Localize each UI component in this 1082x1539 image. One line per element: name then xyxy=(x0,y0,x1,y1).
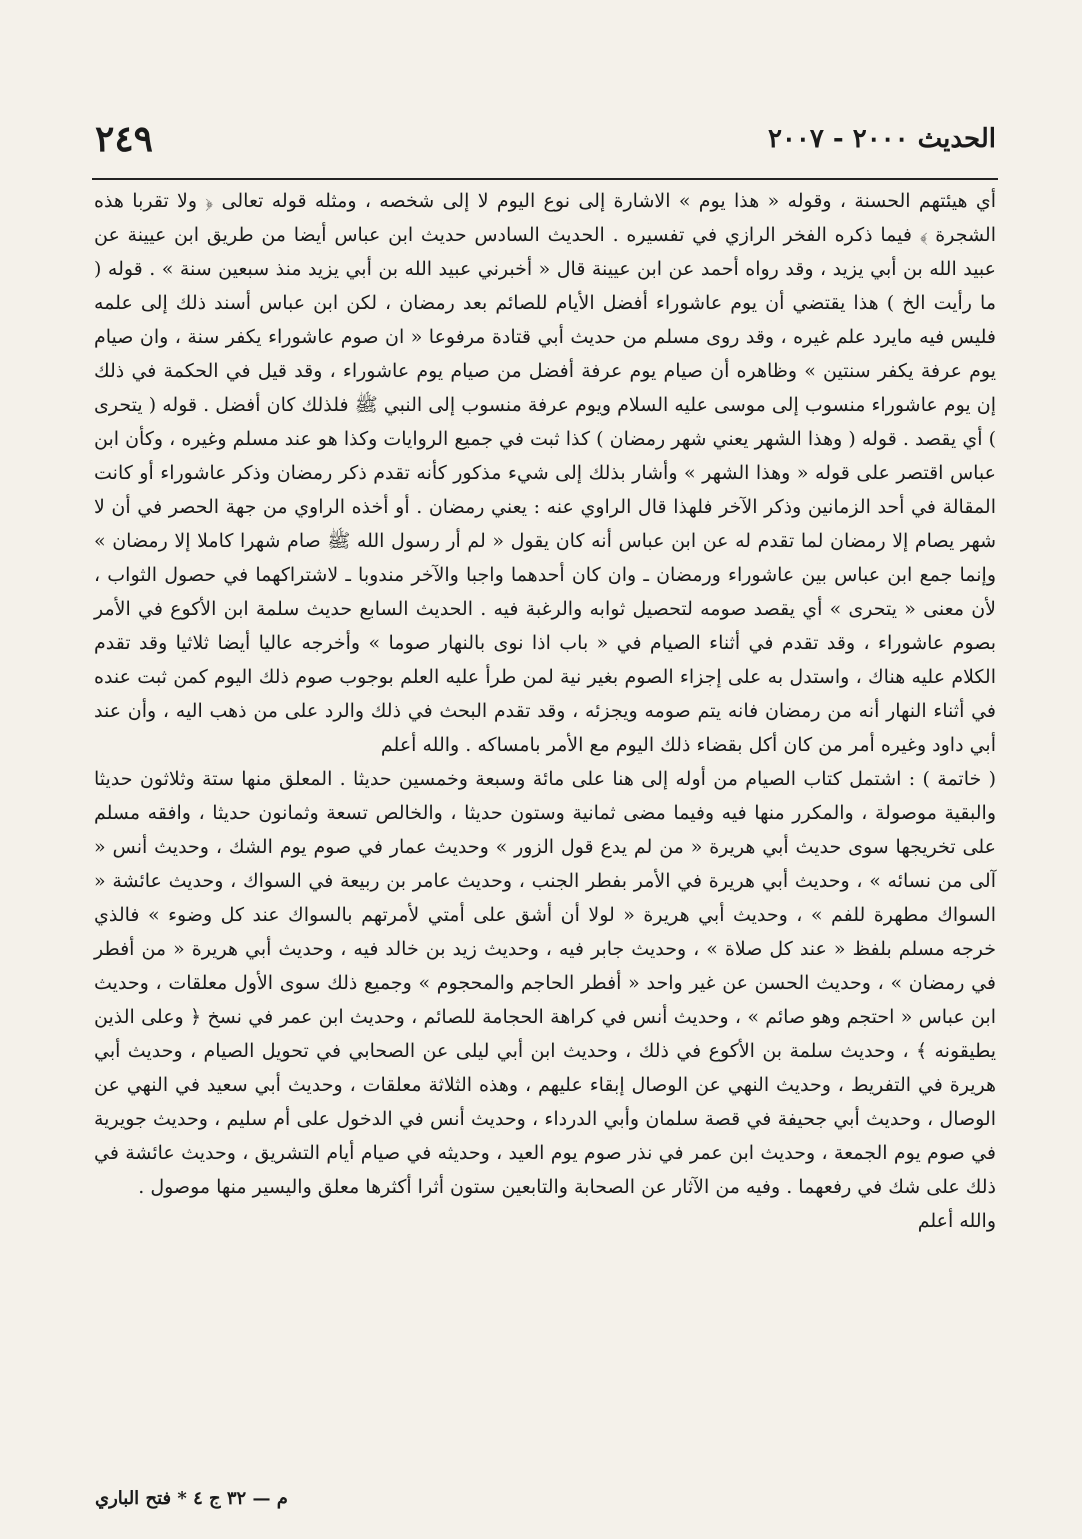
page-footer xyxy=(95,1488,996,1522)
closing-line: والله أعلم xyxy=(917,1210,996,1232)
signature-mark: م — ٣٢ ج ٤ * فتح الباري xyxy=(95,1488,288,1509)
header-rule xyxy=(92,178,998,180)
page-header xyxy=(95,118,996,176)
conclusion-paragraph: ( خاتمة ) : اشتمل كتاب الصيام من أوله إلى هنا على مائة وسبعة وخمسين حديثا . المعلق منها ستة وثلاثون حديثا والبقية موصولة ، والمكرر منها فيه وفيما مضى ثمانية وستون حديثا ، والخالص تسعة وثمانون حديثا ، وافقه مسلم على تخريجها سوى حديث أبي هريرة « من لم يدع قول الزور » وحديث عمار في صوم يوم الشك ، وحديث أنس « آلى من نسائه » ، وحديث أبي هريرة في الأمر بفطر الجنب ، وحديث عامر بن ربيعة في السواك ، وحديث عائشة « السواك مطهرة للفم » ، وحديث أبي هريرة « لولا أن أشق على أمتي لأمرتهم بالسواك عند كل وضوء » فالذي خرجه مسلم بلفظ « عند كل صلاة » ، وحديث جابر فيه ، وحديث زيد بن خالد فيه ، وحديث أبي هريرة « من أفطر في رمضان » ، وحديث الحسن عن غير واحد « أفطر الحاجم والمحجوم » وجميع ذلك سوى الأول معلقات ، وحديث ابن عباس « احتجم وهو صائم » ، وحديث أنس في كراهة الحجامة للصائم ، وحديث ابن عمر في نسخ ﴿ وعلى الذين يطيقونه ﴾ ، وحديث سلمة بن الأكوع في ذلك ، وحديث ابن أبي ليلى عن الصحابي في تحويل الصيام ، وحديث أبي هريرة في التفريط ، وحديث النهي عن الوصال إبقاء عليهم ، وهذه الثلاثة معلقات ، وحديث أبي سعيد في النهي عن الوصال ، وحديث أبي جحيفة في قصة سلمان وأبي الدرداء ، وحديث أنس في الدخول على أم سليم ، وحديث جويرية في صوم يوم الجمعة ، وحديث ابن عمر في نذر صوم يوم العيد ، وحديثه في صيام أيام التشريق ، وحديث عائشة في ذلك على شك في رفعهما . وفيه من الآثار عن الصحابة والتابعين ستون أثرا أكثرها معلق واليسير منها موصول . xyxy=(94,768,996,1198)
hadith-range: الحديث ٢٠٠٠ - ٢٠٠٧ xyxy=(767,124,996,154)
body-text xyxy=(94,184,996,1238)
commentary-paragraph: أي هيئتهم الحسنة ، وقوله « هذا يوم » الاشارة إلى نوع اليوم لا إلى شخصه ، ومثله قوله تعالى ﴿ ولا تقربا هذه الشجرة ﴾ فيما ذكره الفخر الرازي في تفسيره . الحديث السادس حديث ابن عباس أيضا من طريق ابن عيينة عن عبيد الله بن أبي يزيد ، وقد رواه أحمد عن ابن عيينة قال « أخبرني عبيد الله بن أبي يزيد منذ سبعين سنة » . قوله ( ما رأيت الخ ) هذا يقتضي أن يوم عاشوراء أفضل الأيام للصائم بعد رمضان ، لكن ابن عباس أسند ذلك إلى علمه فليس فيه مايرد علم غيره ، وقد روى مسلم من حديث أبي قتادة مرفوعا « ان صوم عاشوراء يكفر سنة ، وان صيام يوم عرفة يكفر سنتين » وظاهره أن صيام يوم عرفة أفضل من صيام يوم عاشوراء ، وقد قيل في الحكمة في ذلك إن يوم عاشوراء منسوب إلى موسى عليه السلام ويوم عرفة منسوب إلى النبي ﷺ فلذلك كان أفضل . قوله ( يتحرى ) أي يقصد . قوله ( وهذا الشهر يعني شهر رمضان ) كذا ثبت في جميع الروايات وكذا هو عند مسلم وغيره ، وكأن ابن عباس اقتصر على قوله « وهذا الشهر » وأشار بذلك إلى شيء مذكور كأنه تقدم ذكر رمضان وذكر عاشوراء أو كانت المقالة في أحد الزمانين وذكر الآخر فلهذا قال الراوي عنه : يعني رمضان . أو أخذه الراوي من جهة الحصر في أن لا شهر يصام إلا رمضان لما تقدم له عن ابن عباس أنه كان يقول « لم أر رسول الله ﷺ صام شهرا كاملا إلا رمضان » وإنما جمع ابن عباس بين عاشوراء ورمضان ـ وان كان أحدهما واجبا والآخر مندوبا ـ لاشتراكهما في حصول الثواب ، لأن معنى « يتحرى » أي يقصد صومه لتحصيل ثوابه والرغبة فيه . الحديث السابع حديث سلمة ابن الأكوع في الأمر بصوم عاشوراء ، وقد تقدم في أثناء الصيام في « باب اذا نوى بالنهار صوما » وأخرجه عاليا أيضا ثلاثيا وقد تقدم الكلام عليه هناك ، واستدل به على إجزاء الصوم بغير نية لمن طرأ عليه العلم بوجوب صوم ذلك اليوم كمن ثبت عنده في أثناء النهار أنه من رمضان فانه يتم صومه ويجزئه ، وقد تقدم البحث في ذلك والرد على من ذهب اليه ، وأن عند أبي داود وغيره أمر من كان أكل بقضاء ذلك اليوم مع الأمر بامساكه . والله أعلم xyxy=(94,190,996,756)
page-number: ٢٤٩ xyxy=(95,118,154,160)
